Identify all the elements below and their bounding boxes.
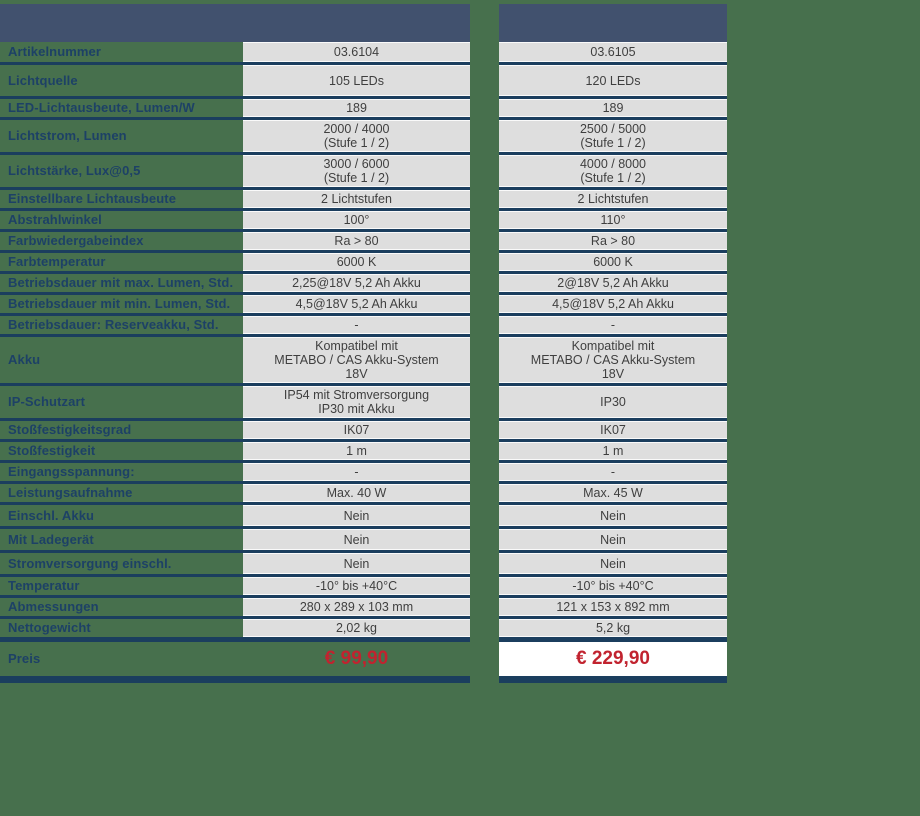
spec-value-product-2: 110° bbox=[499, 211, 727, 232]
spec-row bbox=[0, 505, 727, 529]
price-row bbox=[0, 642, 727, 676]
column-gap bbox=[470, 190, 499, 211]
spec-label: Mit Ladegerät bbox=[0, 529, 243, 553]
spec-row bbox=[0, 577, 727, 598]
spec-label: Artikelnummer bbox=[0, 42, 243, 65]
spec-label: Akku bbox=[0, 337, 243, 386]
column-gap bbox=[470, 577, 499, 598]
spec-value-product-1: 100° bbox=[243, 211, 470, 232]
price-label: Preis bbox=[8, 651, 41, 666]
product-header-bars bbox=[0, 4, 727, 42]
price-box-product-2 bbox=[499, 642, 727, 676]
spec-value-product-2: 4000 / 8000 (Stufe 1 / 2) bbox=[499, 155, 727, 190]
spec-label: Nettogewicht bbox=[0, 619, 243, 642]
spec-value-product-2: 03.6105 bbox=[499, 42, 727, 65]
spec-row bbox=[0, 484, 727, 505]
spec-label: Temperatur bbox=[0, 577, 243, 598]
spec-value-product-1: - bbox=[243, 463, 470, 484]
spec-value-product-2: - bbox=[499, 316, 727, 337]
spec-row bbox=[0, 232, 727, 253]
spec-value-product-1: 4,5@18V 5,2 Ah Akku bbox=[243, 295, 470, 316]
column-gap bbox=[470, 676, 499, 683]
column-gap bbox=[470, 484, 499, 505]
spec-label: Abmessungen bbox=[0, 598, 243, 619]
spec-row bbox=[0, 99, 727, 120]
spec-value-product-1: Nein bbox=[243, 529, 470, 553]
column-gap bbox=[470, 463, 499, 484]
spec-label: IP-Schutzart bbox=[0, 386, 243, 421]
spec-row bbox=[0, 386, 727, 421]
footer-bar-1 bbox=[0, 676, 470, 683]
column-gap bbox=[470, 442, 499, 463]
spec-row bbox=[0, 421, 727, 442]
column-gap bbox=[470, 253, 499, 274]
column-gap bbox=[470, 155, 499, 190]
spec-label: Leistungsaufnahme bbox=[0, 484, 243, 505]
spec-value-product-1: - bbox=[243, 316, 470, 337]
spec-value-product-1: 6000 K bbox=[243, 253, 470, 274]
spec-value-product-1: Ra > 80 bbox=[243, 232, 470, 253]
footer-bars bbox=[0, 676, 727, 683]
spec-label: Stoßfestigkeitsgrad bbox=[0, 421, 243, 442]
spec-label: Lichtquelle bbox=[0, 65, 243, 99]
spec-value-product-2: Ra > 80 bbox=[499, 232, 727, 253]
spec-label: Einstellbare Lichtausbeute bbox=[0, 190, 243, 211]
column-gap bbox=[470, 232, 499, 253]
column-gap bbox=[470, 65, 499, 99]
column-gap bbox=[470, 42, 499, 65]
spec-label: Lichtstrom, Lumen bbox=[0, 120, 243, 155]
column-gap bbox=[470, 619, 499, 642]
spec-value-product-1: 3000 / 6000 (Stufe 1 / 2) bbox=[243, 155, 470, 190]
column-gap bbox=[470, 337, 499, 386]
spec-value-product-1: 2000 / 4000 (Stufe 1 / 2) bbox=[243, 120, 470, 155]
column-gap bbox=[470, 295, 499, 316]
spec-value-product-1: IK07 bbox=[243, 421, 470, 442]
spec-value-product-1: 105 LEDs bbox=[243, 65, 470, 99]
spec-value-product-2: - bbox=[499, 463, 727, 484]
spec-row bbox=[0, 619, 727, 642]
spec-value-product-2: 2500 / 5000 (Stufe 1 / 2) bbox=[499, 120, 727, 155]
spec-row bbox=[0, 274, 727, 295]
column-gap bbox=[470, 529, 499, 553]
spec-value-product-1: Kompatibel mit METABO / CAS Akku-System 18V bbox=[243, 337, 470, 386]
column-gap bbox=[470, 598, 499, 619]
spec-label: Stoßfestigkeit bbox=[0, 442, 243, 463]
spec-value-product-1: 280 x 289 x 103 mm bbox=[243, 598, 470, 619]
column-gap bbox=[470, 211, 499, 232]
spec-row bbox=[0, 253, 727, 274]
spec-table bbox=[0, 42, 727, 642]
spec-label: Lichtstärke, Lux@0,5 bbox=[0, 155, 243, 190]
footer-bar-2 bbox=[499, 676, 727, 683]
spec-value-product-2: IK07 bbox=[499, 421, 727, 442]
spec-value-product-1: 189 bbox=[243, 99, 470, 120]
spec-value-product-1: Nein bbox=[243, 553, 470, 577]
product-2-header-bar bbox=[499, 4, 727, 42]
spec-label: Farbwiedergabeindex bbox=[0, 232, 243, 253]
spec-value-product-1: 2 Lichtstufen bbox=[243, 190, 470, 211]
spec-value-product-2: -10° bis +40°C bbox=[499, 577, 727, 598]
spec-row bbox=[0, 337, 727, 386]
spec-value-product-2: 120 LEDs bbox=[499, 65, 727, 99]
spec-value-product-1: 2,25@18V 5,2 Ah Akku bbox=[243, 274, 470, 295]
spec-value-product-1: 1 m bbox=[243, 442, 470, 463]
spec-value-product-1: -10° bis +40°C bbox=[243, 577, 470, 598]
spec-row bbox=[0, 598, 727, 619]
spec-row bbox=[0, 65, 727, 99]
spec-value-product-2: Nein bbox=[499, 529, 727, 553]
column-gap bbox=[470, 421, 499, 442]
spec-value-product-1: Max. 40 W bbox=[243, 484, 470, 505]
column-gap bbox=[470, 316, 499, 337]
spec-row bbox=[0, 120, 727, 155]
spec-label: Farbtemperatur bbox=[0, 253, 243, 274]
spec-value-product-2: Max. 45 W bbox=[499, 484, 727, 505]
column-gap bbox=[470, 386, 499, 421]
spec-row bbox=[0, 155, 727, 190]
column-gap bbox=[470, 505, 499, 529]
column-gap bbox=[470, 4, 499, 42]
spec-value-product-2: 5,2 kg bbox=[499, 619, 727, 642]
spec-label: Einschl. Akku bbox=[0, 505, 243, 529]
spec-value-product-1: 2,02 kg bbox=[243, 619, 470, 642]
column-gap bbox=[470, 553, 499, 577]
price-product-2: € 229,90 bbox=[576, 648, 650, 669]
product-1-header-bar bbox=[0, 4, 470, 42]
spec-value-product-2: Nein bbox=[499, 505, 727, 529]
spec-value-product-2: Kompatibel mit METABO / CAS Akku-System 18V bbox=[499, 337, 727, 386]
column-gap bbox=[470, 120, 499, 155]
spec-label: Eingangsspannung: bbox=[0, 463, 243, 484]
spec-row bbox=[0, 42, 727, 65]
column-gap bbox=[470, 642, 499, 676]
spec-row bbox=[0, 190, 727, 211]
spec-row bbox=[0, 463, 727, 484]
spec-label: LED-Lichtausbeute, Lumen/W bbox=[0, 99, 243, 120]
spec-row bbox=[0, 295, 727, 316]
spec-row bbox=[0, 442, 727, 463]
spec-label: Betriebsdauer: Reserveakku, Std. bbox=[0, 316, 243, 337]
spec-value-product-1: 03.6104 bbox=[243, 42, 470, 65]
spec-row bbox=[0, 316, 727, 337]
spec-value-product-1: Nein bbox=[243, 505, 470, 529]
column-gap bbox=[470, 274, 499, 295]
spec-value-product-2: 189 bbox=[499, 99, 727, 120]
spec-row bbox=[0, 529, 727, 553]
spec-label: Betriebsdauer mit min. Lumen, Std. bbox=[0, 295, 243, 316]
spec-value-product-2: 4,5@18V 5,2 Ah Akku bbox=[499, 295, 727, 316]
spec-value-product-2: 1 m bbox=[499, 442, 727, 463]
price-product-1: € 99,90 bbox=[324, 648, 389, 669]
spec-value-product-2: Nein bbox=[499, 553, 727, 577]
spec-value-product-2: 121 x 153 x 892 mm bbox=[499, 598, 727, 619]
spec-value-product-2: 6000 K bbox=[499, 253, 727, 274]
spec-label: Abstrahlwinkel bbox=[0, 211, 243, 232]
spec-row bbox=[0, 553, 727, 577]
spec-label: Stromversorgung einschl. bbox=[0, 553, 243, 577]
spec-row bbox=[0, 211, 727, 232]
spec-label: Betriebsdauer mit max. Lumen, Std. bbox=[0, 274, 243, 295]
spec-value-product-2: 2 Lichtstufen bbox=[499, 190, 727, 211]
spec-value-product-1: IP54 mit Stromversorgung IP30 mit Akku bbox=[243, 386, 470, 421]
spec-value-product-2: 2@18V 5,2 Ah Akku bbox=[499, 274, 727, 295]
spec-value-product-2: IP30 bbox=[499, 386, 727, 421]
column-gap bbox=[470, 99, 499, 120]
